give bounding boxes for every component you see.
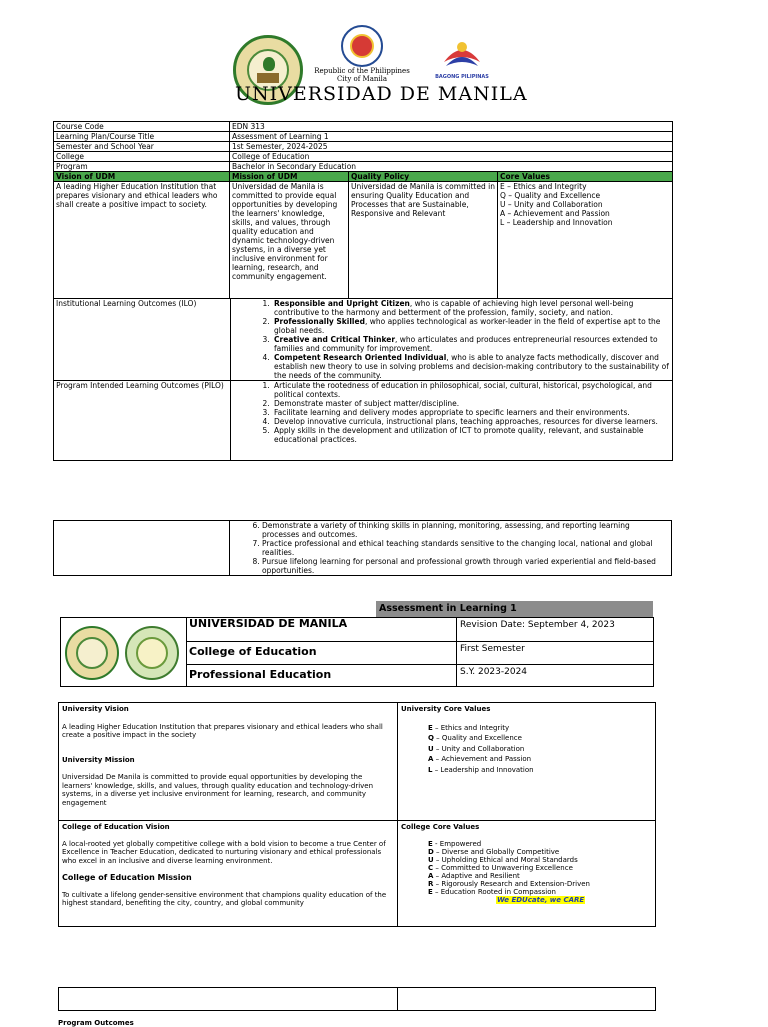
ilo-item: 4. Competent Research Oriented Individual, who is able to analyze facts methodically, discover and establish new theory to use in solving problems and decision-making contributory to the sustainability of the needs of the community. — [272, 353, 672, 380]
ilo-row — [54, 299, 673, 381]
program-outcomes-label: Program Outcomes — [58, 1019, 134, 1027]
bagong-pilipinas-logo — [440, 38, 484, 72]
udm-content-row — [54, 182, 673, 299]
pilo-item: 3. Facilitate learning and delivery modes appropriate to specific learners and their environments. — [272, 408, 672, 417]
core-value-item: L – Leadership and Innovation — [500, 218, 613, 227]
pilo-label: Program Intended Learning Outcomes (PILO) — [56, 381, 224, 390]
college-mission-title: College of Education Mission — [62, 873, 192, 882]
quality-text: Universidad de Manila is committed in ensuring Quality Education and Processes that are Sustainable, Responsive and Relevant — [349, 182, 498, 299]
college-label: College — [54, 152, 230, 162]
core-value-item: E – Ethics and Integrity — [500, 182, 587, 191]
bagong-pilipinas-text: BAGONG PILIPINAS — [435, 74, 489, 80]
program-label: Program — [54, 162, 230, 172]
header-school-year: S.Y. 2023-2024 — [457, 664, 654, 686]
pilo-item: 5. Apply skills in the development and utilization of ICT to promote quality, relevant, and sustainable educational practices. — [272, 426, 672, 444]
header-semester: First Semester — [457, 642, 654, 664]
college-seal-logo — [125, 626, 179, 680]
pilo-item: 2. Demonstrate master of subject matter/discipline. — [272, 399, 672, 408]
university-mission-title: University Mission — [62, 755, 135, 764]
core-value-item: Q – Quality and Excellence — [500, 191, 601, 200]
course-code-label: Course Code — [54, 122, 230, 132]
core-value-item: C – Committed to Unwavering Excellence — [428, 863, 573, 872]
course-code-value: EDN 313 — [230, 122, 673, 132]
mission-text: Universidad de Manila is committed to provide equal opportunities by developing the learners' knowledge, skills, and values, through quality education and dynamic technology-driven systems, in a diverse yet inclusive environment for learning, research, and community engagement. — [230, 182, 349, 299]
core-value-item: A – Adaptive and Resilient — [428, 871, 520, 880]
udm-seal-logo — [65, 626, 119, 680]
ilo-item: 2. Professionally Skilled, who applies technological as worker-leader in the field of expertise apt to the global needs. — [272, 317, 672, 335]
ilo-label: Institutional Learning Outcomes (ILO) — [56, 299, 197, 308]
course-title-value: Assessment of Learning 1 — [230, 132, 673, 142]
college-row — [54, 152, 673, 162]
pilo-continued-label — [54, 521, 230, 576]
pilo-item: 4. Develop innovative curricula, instructional plans, teaching approaches, resources for diverse learners. — [272, 417, 672, 426]
vision-text: A leading Higher Education Institution that prepares visionary and ethical leaders who shall create a positive impact to society. — [54, 182, 230, 299]
vision-header: Vision of UDM — [54, 172, 230, 182]
core-value-item: U – Upholding Ethical and Moral Standards — [428, 855, 578, 864]
university-core-values-list — [401, 724, 652, 775]
pilo-item: 7. Practice professional and ethical teaching standards sensitive to the changing local, national and global realities. — [262, 539, 669, 557]
course-code-row — [54, 122, 673, 132]
udm-header-row — [54, 172, 673, 182]
core-value-item: E - Empowered — [428, 839, 482, 848]
pilo-item: 1. Articulate the rootedness of education in philosophical, social, cultural, historical, psychological, and political contexts. — [272, 381, 672, 399]
vmgo-table — [58, 702, 656, 927]
quality-header: Quality Policy — [349, 172, 498, 182]
pilo-item: 8. Pursue lifelong learning for personal and professional growth through varied experiential and field-based opportunities. — [262, 557, 669, 575]
core-value-item: A – Achievement and Passion — [428, 755, 532, 763]
semester-label: Semester and School Year — [54, 142, 230, 152]
header-college: College of Education — [187, 642, 457, 664]
college-tagline: We EDUcate, we CARE — [497, 895, 585, 904]
core-values-list — [498, 182, 673, 299]
ilo-item: 1. Responsible and Upright Citizen, who is capable of achieving high level personal well-being contributive to the harmony and betterment of the profession, family, society, and nation. — [272, 299, 672, 317]
ilo-item: 3. Creative and Critical Thinker, who articulates and produces entrepreneurial resources extended to families and community for improvement. — [272, 335, 672, 353]
core-value-item: L – Leadership and Innovation — [428, 765, 534, 774]
mission-header: Mission of UDM — [230, 172, 349, 182]
core-value-item: E – Ethics and Integrity — [428, 723, 510, 732]
program-row — [54, 162, 673, 172]
semester-value: 1st Semester, 2024-2025 — [230, 142, 673, 152]
college-value: College of Education — [230, 152, 673, 162]
program-value: Bachelor in Secondary Education — [230, 162, 673, 172]
course-title-label: Learning Plan/Course Title — [54, 132, 230, 142]
pilo-continued-table — [53, 520, 672, 576]
university-title: UNIVERSIDAD DE MANILA — [235, 83, 528, 105]
header-department: Professional Education — [187, 664, 457, 686]
republic-text: Republic of the Philippines — [314, 67, 410, 75]
city-text: City of Manila — [336, 75, 388, 83]
pilo-continued-list — [232, 521, 669, 575]
ilo-list — [54, 299, 672, 380]
college-mission-text: To cultivate a lifelong gender-sensitive environment that champions quality education of the highest standard, benefiting the city, country, and global community — [62, 890, 387, 907]
core-value-item: U – Unity and Collaboration — [428, 744, 525, 753]
pilo-row — [54, 381, 673, 461]
university-core-values-title: University Core Values — [401, 705, 491, 713]
core-values-header: Core Values — [498, 172, 673, 182]
university-mission-text: Universidad De Manila is committed to provide equal opportunities by developing the learners' knowledge, skills, and values, through quality education and technology-driven systems, in a diverse yet inclusive environment for learning, research, and community engagement — [62, 773, 374, 807]
program-outcomes-table — [58, 987, 656, 1011]
city-of-manila-seal-logo — [341, 25, 383, 67]
core-value-item: U – Unity and Collaboration — [500, 200, 603, 209]
college-core-values-list — [401, 840, 652, 904]
semester-row — [54, 142, 673, 152]
core-value-item: E – Education Rooted in Compassion — [428, 887, 556, 896]
college-core-values-title: College Core Values — [401, 823, 480, 831]
header-logos — [61, 618, 187, 687]
assessment-title-bar: Assessment in Learning 1 — [376, 601, 653, 617]
university-vision-text: A leading Higher Education Institution that prepares visionary and ethical leaders who shall create a positive impact in the society — [62, 722, 383, 739]
header-university: UNIVERSIDAD DE MANILA — [187, 618, 457, 642]
revision-date: Revision Date: September 4, 2023 — [457, 618, 654, 642]
course-title-row — [54, 132, 673, 142]
course-header-table — [60, 617, 654, 687]
pilo-list — [54, 381, 672, 444]
college-vision-title: College of Education Vision — [62, 823, 170, 831]
core-value-item: Q – Quality and Excellence — [428, 734, 522, 742]
core-value-item: R – Rigorously Research and Extension-Driven — [428, 879, 590, 888]
core-value-item: A – Achievement and Passion — [500, 209, 610, 218]
pilo-item: 6. Demonstrate a variety of thinking skills in planning, monitoring, assessing, and reporting learning processes and outcomes. — [262, 521, 669, 539]
course-info-table — [53, 121, 673, 461]
college-vision-text: A local-rooted yet globally competitive college with a bold vision to become a true Center of Excellence in Teacher Education, dedicated to nurturing visionary and ethical professionals who excel in an inclusive and diverse learning environment. — [62, 839, 386, 865]
university-vision-title: University Vision — [62, 705, 129, 713]
core-value-item: D – Diverse and Globally Competitive — [428, 847, 560, 856]
